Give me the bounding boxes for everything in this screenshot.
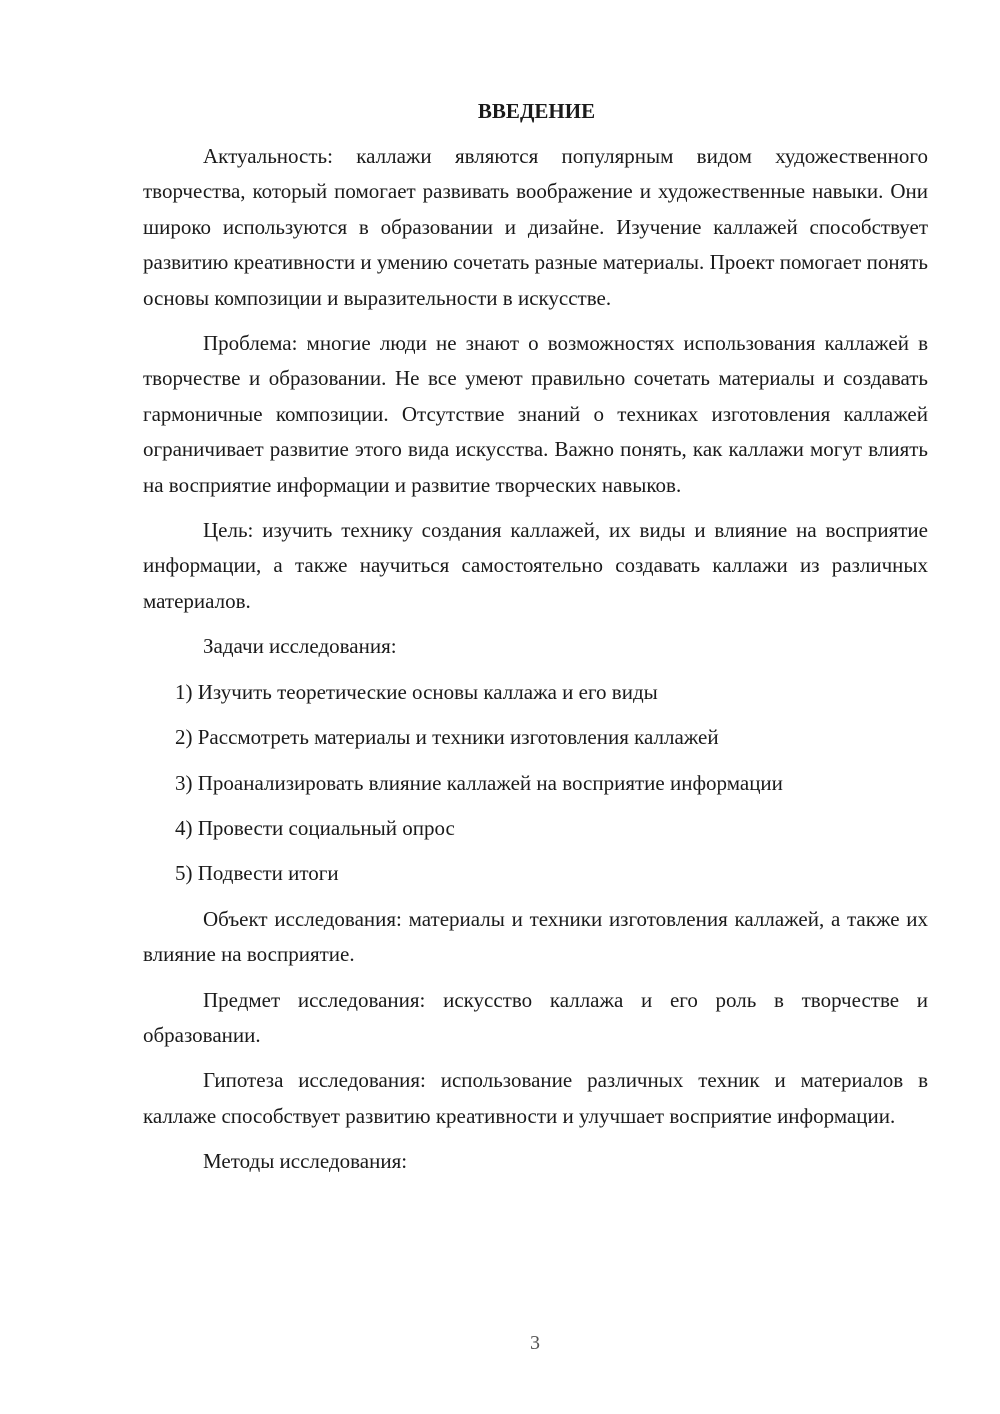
subject-paragraph: Предмет исследования: искусство каллажа и его роль в творчестве и образовании.	[143, 987, 928, 1047]
object-paragraph: Объект исследования: материалы и техники изготовления каллажей, а также их влияние на восприятие.	[143, 906, 928, 967]
problem-paragraph: Проблема: многие люди не знают о возможностях использования каллажей в творчестве и образовании. Не все умеют правильно сочетать материалы и создавать гармоничные композиции. Отсутствие знаний о техниках изготовления каллажей ограничивает развитие этого вида искусства. Важно понять, как каллажи могут влиять на восприятие информации и развитие творческих навыков.	[143, 331, 928, 497]
page-number: 3	[530, 1332, 540, 1354]
methods-label: Методы исследования:	[203, 1149, 408, 1174]
task-item: 1) Изучить теоретические основы каллажа и его виды	[175, 679, 658, 704]
task-item: 5) Подвести итоги	[175, 861, 339, 886]
page-title: ВВЕДЕНИЕ	[477, 99, 596, 123]
goal-paragraph: Цель: изучить технику создания каллажей, их виды и влияние на восприятие информации, а также научиться самостоятельно создавать каллажи из различных материалов.	[143, 518, 928, 613]
relevance-paragraph: Актуальность: каллажи являются популярным видом художественного творчества, который помогает развивать воображение и художественные навыки. Они широко используются в образовании и дизайне. Изучение каллажей способствует развитию креативности и умению сочетать разные материалы. Проект помогает понять основы композиции и выразительности в искусстве.	[143, 144, 928, 310]
task-item: 2) Рассмотреть материалы и техники изготовления каллажей	[175, 725, 719, 750]
task-item: 3) Проанализировать влияние каллажей на восприятие информации	[175, 770, 783, 795]
task-item: 4) Провести социальный опрос	[175, 815, 455, 840]
hypothesis-paragraph: Гипотеза исследования: использование различных техник и материалов в каллаже способствует развитию креативности и улучшает восприятие информации.	[143, 1068, 928, 1128]
page-content	[143, 96, 928, 1190]
tasks-list	[143, 675, 928, 892]
tasks-label: Задачи исследования:	[203, 634, 397, 659]
